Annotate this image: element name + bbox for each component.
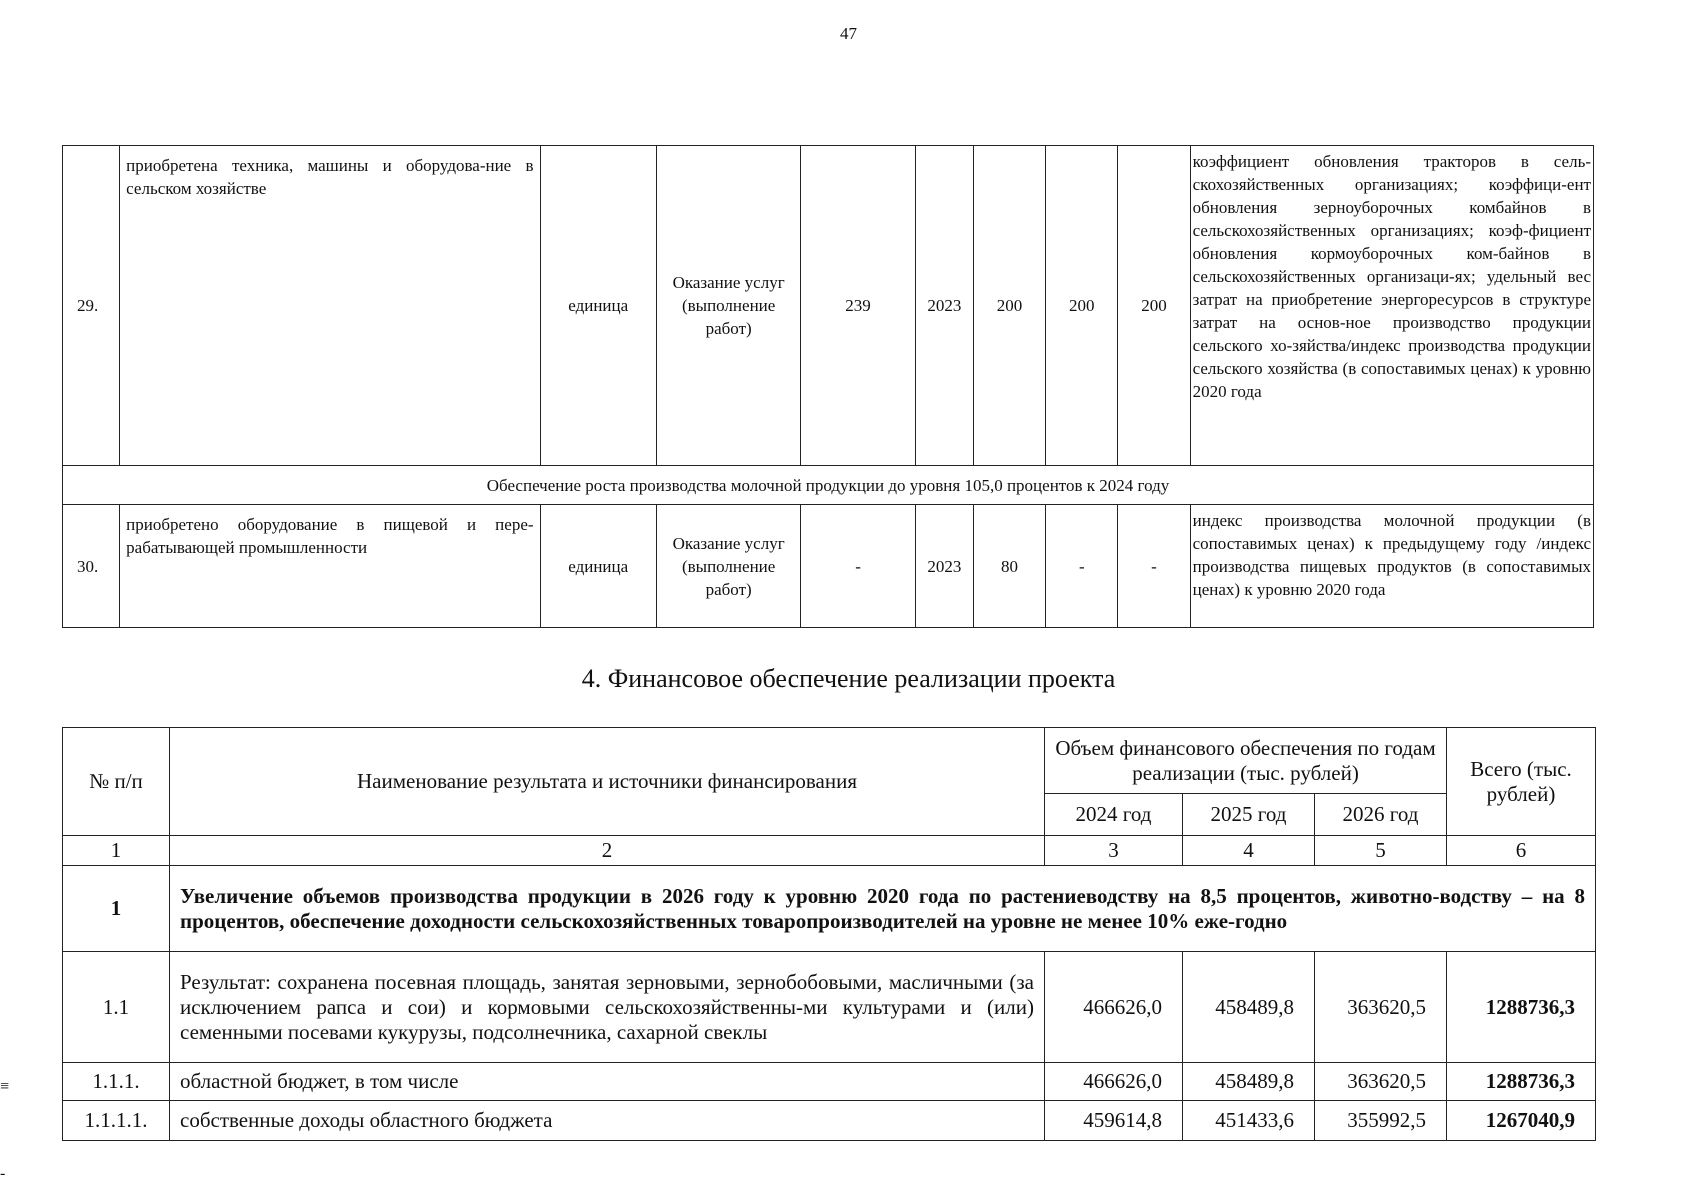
- table-row: [63, 1101, 1596, 1141]
- base-year-cell: 2023: [915, 505, 973, 628]
- section-heading: 4. Финансовое обеспечение реализации проекта: [581, 664, 1116, 693]
- value-2026-cell: -: [1118, 505, 1190, 628]
- header-num: № п/п: [63, 728, 170, 836]
- value-2024-cell: 80: [973, 505, 1045, 628]
- col-number: 2: [170, 836, 1045, 866]
- result-name: приобретено оборудование в пищевой и пере-рабатывающей промышленности: [120, 505, 540, 628]
- row-number: 1.1.1.: [63, 1063, 170, 1101]
- goal-text: Увеличение объемов производства продукции в 2026 году к уровню 2020 года по растениеводству на 8,5 процентов, животно-водству – на 8 процентов, обеспечение доходности сельскохозяйственных товаропроизводителей на уровне не менее 10% еже-годно: [170, 866, 1596, 952]
- base-value-cell: 239: [801, 146, 915, 466]
- header-year-2026: 2026 год: [1315, 794, 1447, 836]
- financing-table: [62, 727, 1596, 1141]
- value-2026: 355992,5: [1315, 1101, 1447, 1141]
- page-number: 47: [840, 24, 857, 43]
- header-name: Наименование результата и источники финансирования: [170, 728, 1045, 836]
- row-name: собственные доходы областного бюджета: [170, 1101, 1045, 1141]
- section-title: Обеспечение роста производства молочной продукции до уровня 105,0 процентов к 2024 году: [63, 466, 1594, 505]
- value-2026: 363620,5: [1315, 1063, 1447, 1101]
- value-2026: 363620,5: [1315, 952, 1447, 1063]
- col-number: 5: [1315, 836, 1447, 866]
- row-number: 1.1.1.1.: [63, 1101, 170, 1141]
- table-row: [63, 146, 1594, 466]
- column-numbers-row: [63, 836, 1596, 866]
- value-total: 1288736,3: [1447, 1063, 1596, 1101]
- header-year-2025: 2025 год: [1183, 794, 1315, 836]
- unit-cell: единица: [540, 505, 656, 628]
- table-row: [63, 952, 1596, 1063]
- header-total: Всего (тыс. рублей): [1447, 728, 1596, 836]
- goal-num: 1: [63, 866, 170, 952]
- col-number: 4: [1183, 836, 1315, 866]
- result-name: приобретена техника, машины и оборудова-ние в сельском хозяйстве: [120, 146, 540, 466]
- result-type-cell: Оказание услуг (выполнение работ): [656, 146, 800, 466]
- base-year-cell: 2023: [915, 146, 973, 466]
- value-2025: 458489,8: [1183, 1063, 1315, 1101]
- value-2024: 466626,0: [1045, 952, 1183, 1063]
- value-total: 1288736,3: [1447, 952, 1596, 1063]
- value-total: 1267040,9: [1447, 1101, 1596, 1141]
- result-type-cell: Оказание услуг (выполнение работ): [656, 505, 800, 628]
- row-number: 30.: [63, 505, 120, 628]
- value-2025: 451433,6: [1183, 1101, 1315, 1141]
- value-2025-cell: 200: [1046, 146, 1118, 466]
- col-number: 3: [1045, 836, 1183, 866]
- margin-mark: ≡: [0, 1078, 10, 1095]
- col-number: 1: [63, 836, 170, 866]
- value-2025-cell: -: [1046, 505, 1118, 628]
- indicator-cell: коэффициент обновления тракторов в сель-скохозяйственных организациях; коэффици-ент обновления зерноуборочных комбайнов в сельскохозяйственных организациях; коэф-фициент обновления кормоуборочных ком-байнов в сельскохозяйственных организаци-ях; удельный вес затрат на приобретение энергоресурсов в структуре затрат на основ-ное производство продукции сельского хо-зяйства/индекс производства продукции сельского хозяйства (в сопоставимых ценах) к уровню 2020 года: [1190, 146, 1593, 466]
- margin-mark: -: [0, 1165, 6, 1182]
- value-2025: 458489,8: [1183, 952, 1315, 1063]
- table-row: [63, 505, 1594, 628]
- col-number: 6: [1447, 836, 1596, 866]
- value-2024-cell: 200: [973, 146, 1045, 466]
- row-number: 1.1: [63, 952, 170, 1063]
- header-year-2024: 2024 год: [1045, 794, 1183, 836]
- row-name: областной бюджет, в том числе: [170, 1063, 1045, 1101]
- section-row: [63, 466, 1594, 505]
- row-name: Результат: сохранена посевная площадь, занятая зерновыми, зернобобовыми, масличными (за исключением рапса и сои) и кормовыми сельскохозяйственны-ми культурами и (или) семенными посевами кукурузы, подсолнечника, сахарной свеклы: [170, 952, 1045, 1063]
- header-row: [63, 728, 1596, 794]
- header-volume: Объем финансового обеспечения по годам реализации (тыс. рублей): [1045, 728, 1447, 794]
- goal-row: [63, 866, 1596, 952]
- table-row: [63, 1063, 1596, 1101]
- value-2026-cell: 200: [1118, 146, 1190, 466]
- results-table: [62, 145, 1594, 628]
- row-number: 29.: [63, 146, 120, 466]
- value-2024: 466626,0: [1045, 1063, 1183, 1101]
- value-2024: 459614,8: [1045, 1101, 1183, 1141]
- unit-cell: единица: [540, 146, 656, 466]
- base-value-cell: -: [801, 505, 915, 628]
- indicator-cell: индекс производства молочной продукции (в сопоставимых ценах) к предыдущему году /индекс производства пищевых продуктов (в сопоставимых ценах) к уровню 2020 года: [1190, 505, 1593, 628]
